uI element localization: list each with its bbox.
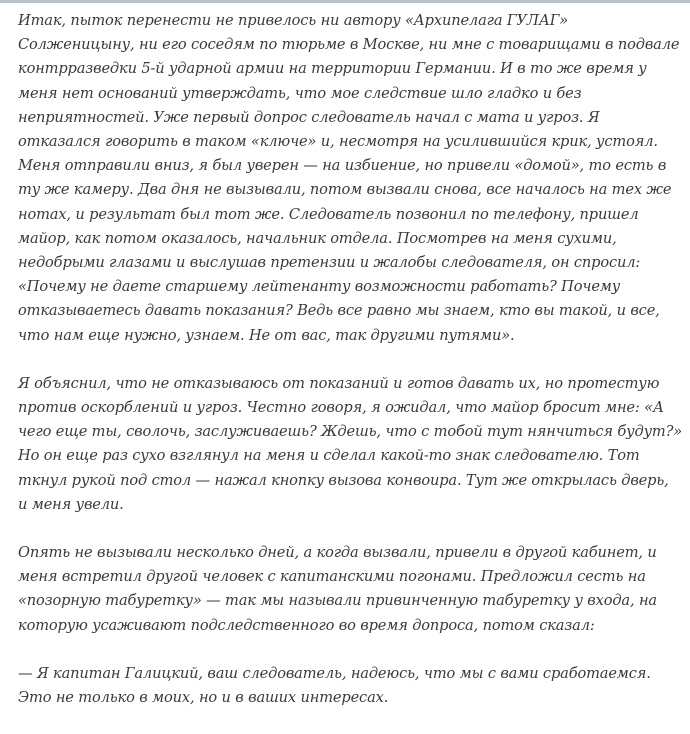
text-line: отказался говорить в таком «ключе» и, несмотря на усилившийся крик, устоял. [18, 133, 658, 151]
text-line: ткнул рукой под стол — нажал кнопку вызова конвоира. Тут же открылась дверь, [18, 471, 669, 489]
text-line: Опять не вызывали несколько дней, а когда вызвали, привели в другой кабинет, и [18, 544, 657, 562]
text-line: чего еще ты, сволочь, заслуживаешь? Ждешь, что с тобой тут нянчиться будут?» [18, 423, 683, 441]
text-line: нотах, и результат был тот же. Следователь позвонил по телефону, пришел [18, 205, 639, 223]
paragraph-1 [18, 9, 688, 348]
text-line: что нам еще нужно, узнаем. Не от вас, так другими путями». [18, 326, 515, 344]
text-line: неприятностей. Уже первый допрос следователь начал с мата и угроз. Я [18, 108, 600, 126]
text-line: Итак, пыток перенести не привелось ни автору «Архипелага ГУЛАГ» [18, 12, 569, 29]
text-line: «Почему не даете старшему лейтенанту возможности работать? Почему [18, 278, 621, 296]
text-line: Но он еще раз сухо взглянул на меня и сделал какой-то знак следователю. Тот [18, 447, 640, 465]
text-line: Солженицыну, ни его соседям по тюрьме в Москве, ни мне с товарищами в подвале [18, 36, 680, 54]
text-line: «позорную табуретку» — так мы называли привинченную табуретку у входа, на [18, 592, 657, 610]
text-line: которую усаживают подследственного во время допроса, потом сказал: [18, 616, 595, 634]
text-line: Меня отправили вниз, я был уверен — на избиение, но привели «домой», то есть в [18, 157, 667, 175]
text-line: и меня увели. [18, 495, 124, 513]
text-line: — Я капитан Галицкий, ваш следователь, надеюсь, что мы с вами сработаемся. [18, 664, 651, 682]
paragraph-3 [18, 541, 688, 638]
text-line: меня встретил другой человек с капитанскими погонами. Предложил сесть на [18, 568, 646, 586]
text-line: контрразведки 5-й ударной армии на территории Германии. И в то же время у [18, 60, 647, 78]
text-line: Это не только в моих, но и в ваших интересах. [18, 689, 389, 707]
text-line: Я объяснил, что не отказываюсь от показаний и готов давать их, но протестую [18, 374, 660, 392]
text-line: ту же камеру. Два дня не вызывали, потом вызвали снова, все началось на тех же [18, 181, 672, 199]
text-line: недобрыми глазами и выслушав претензии и жалобы следователя, он спросил: [18, 254, 641, 272]
text-line: отказываетесь давать показания? Ведь все равно мы знаем, кто вы такой, и все, [18, 302, 660, 320]
paragraph-4 [18, 662, 688, 710]
text-line: майор, как потом оказалось, начальник отдела. Посмотрев на меня сухими, [18, 229, 617, 247]
paragraph-2 [18, 372, 688, 517]
text-line: против оскорблений и угроз. Честно говоря, я ожидал, что майор бросит мне: «А [18, 399, 664, 417]
text-line: меня нет оснований утверждать, что мое следствие шло гладко и без [18, 84, 582, 102]
article-body [18, 9, 688, 734]
